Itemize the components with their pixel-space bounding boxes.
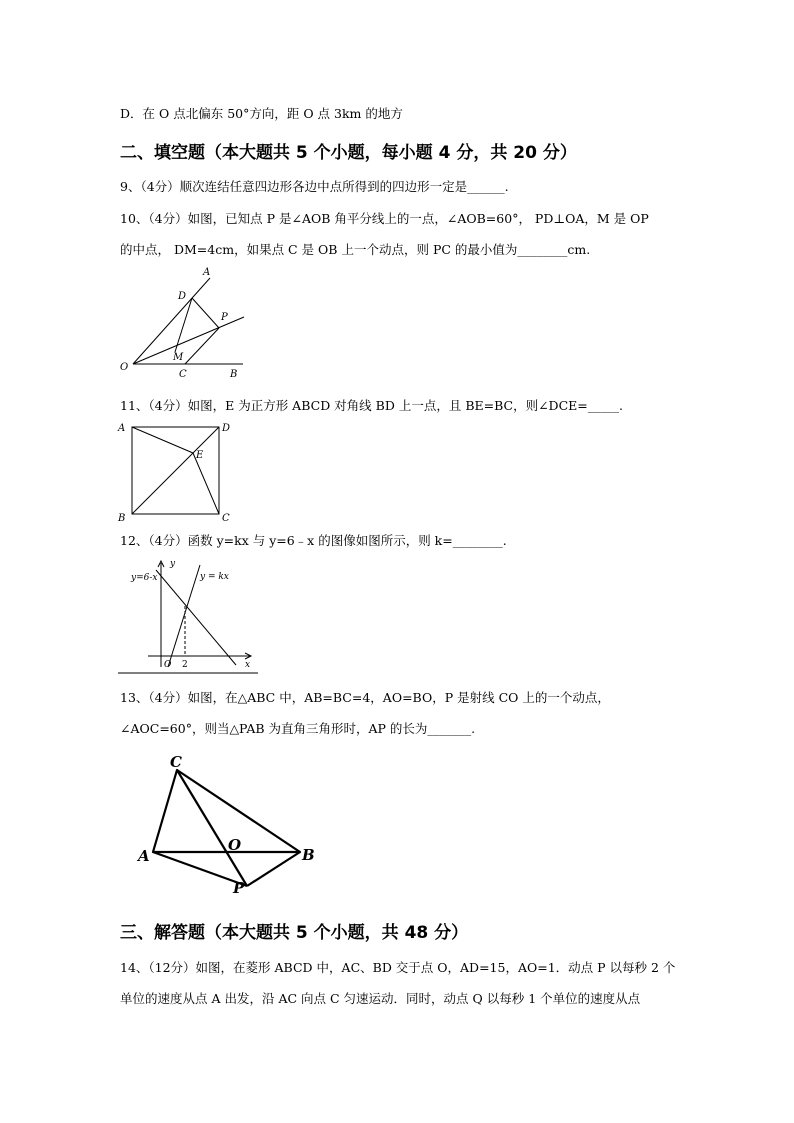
- segment-ce: [193, 453, 219, 514]
- segment-ae: [132, 427, 193, 453]
- question-9: 9、（4分）顺次连结任意四边形各边中点所得到的四边形一定是______.: [120, 179, 509, 194]
- label-origin: O: [164, 660, 172, 670]
- label-o: O: [228, 836, 242, 854]
- label-tick-2: 2: [182, 660, 188, 670]
- label-b: B: [118, 513, 126, 524]
- segment-dp: [192, 298, 219, 328]
- question-12: 12、（4分）函数 y=kx 与 y=6﹣x 的图像如图所示，则 k=________.: [120, 533, 507, 548]
- question-10-line-2: 的中点， DM=4cm，如果点 C 是 OB 上一个动点，则 PC 的最小值为________cm.: [120, 242, 591, 257]
- question-14-line-2: 单位的速度从点 A 出发，沿 AC 向点 C 匀速运动．同时，动点 Q 以每秒 1 个单位的速度从点: [120, 991, 641, 1006]
- label-p: P: [221, 312, 228, 323]
- triangle-abc: [153, 770, 300, 852]
- ray-cp: [177, 770, 247, 886]
- label-x-axis: x: [245, 660, 251, 670]
- question-13-line-1: 13、（4分）如图，在△ABC 中，AB=BC=4，AO=BO，P 是射线 CO 上的一个动点，: [120, 690, 610, 705]
- label-line-y-kx: y = kx: [200, 572, 229, 582]
- label-d: D: [222, 423, 231, 434]
- label-c: C: [179, 369, 187, 380]
- figure-q10: [110, 262, 260, 382]
- question-10-line-1: 10、（4分）如图，已知点 P 是∠AOB 角平分线上的一点，∠AOB=60°， PD⊥OA，M 是 OP: [120, 211, 649, 226]
- line-y-6-minus-x: [156, 570, 236, 665]
- figure-q12: [118, 555, 263, 680]
- question-14-line-1: 14、（12分）如图，在菱形 ABCD 中，AC、BD 交于点 O，AD=15，AO=1．动点 P 以每秒 2 个: [120, 960, 676, 975]
- ray-oa: [133, 278, 210, 364]
- section-3-title: 三、解答题（本大题共 5 个小题，共 48 分）: [120, 923, 469, 943]
- section-2-title: 二、填空题（本大题共 5 个小题，每小题 4 分，共 20 分）: [120, 143, 577, 163]
- label-c: C: [170, 753, 182, 771]
- figure-q13: [130, 748, 330, 898]
- label-line-y-6-minus-x: y=6-x: [131, 573, 158, 583]
- segment-pb: [247, 852, 300, 886]
- label-a: A: [138, 847, 150, 865]
- figure-q11: [115, 418, 240, 523]
- label-b: B: [302, 846, 315, 864]
- diagonal-bd: [132, 427, 219, 514]
- label-a: A: [118, 423, 126, 434]
- label-y-axis: y: [170, 559, 176, 569]
- label-d: D: [178, 291, 187, 302]
- question-13-line-2: ∠AOC=60°，则当△PAB 为直角三角形时，AP 的长为_______.: [120, 721, 476, 736]
- label-m: M: [173, 352, 184, 363]
- label-e: E: [196, 450, 204, 461]
- label-b: B: [230, 369, 238, 380]
- question-11: 11、（4分）如图，E 为正方形 ABCD 对角线 BD 上一点，且 BE=BC，则∠DCE=_____.: [120, 398, 623, 413]
- segment-pc: [185, 328, 219, 364]
- label-p: P: [233, 879, 245, 897]
- option-d: D．在 O 点北偏东 50°方向，距 O 点 3km 的地方: [120, 106, 403, 121]
- segment-dm: [175, 298, 192, 352]
- ray-op: [133, 317, 244, 364]
- label-c: C: [222, 513, 230, 524]
- label-o: O: [120, 362, 129, 373]
- label-a: A: [203, 267, 211, 278]
